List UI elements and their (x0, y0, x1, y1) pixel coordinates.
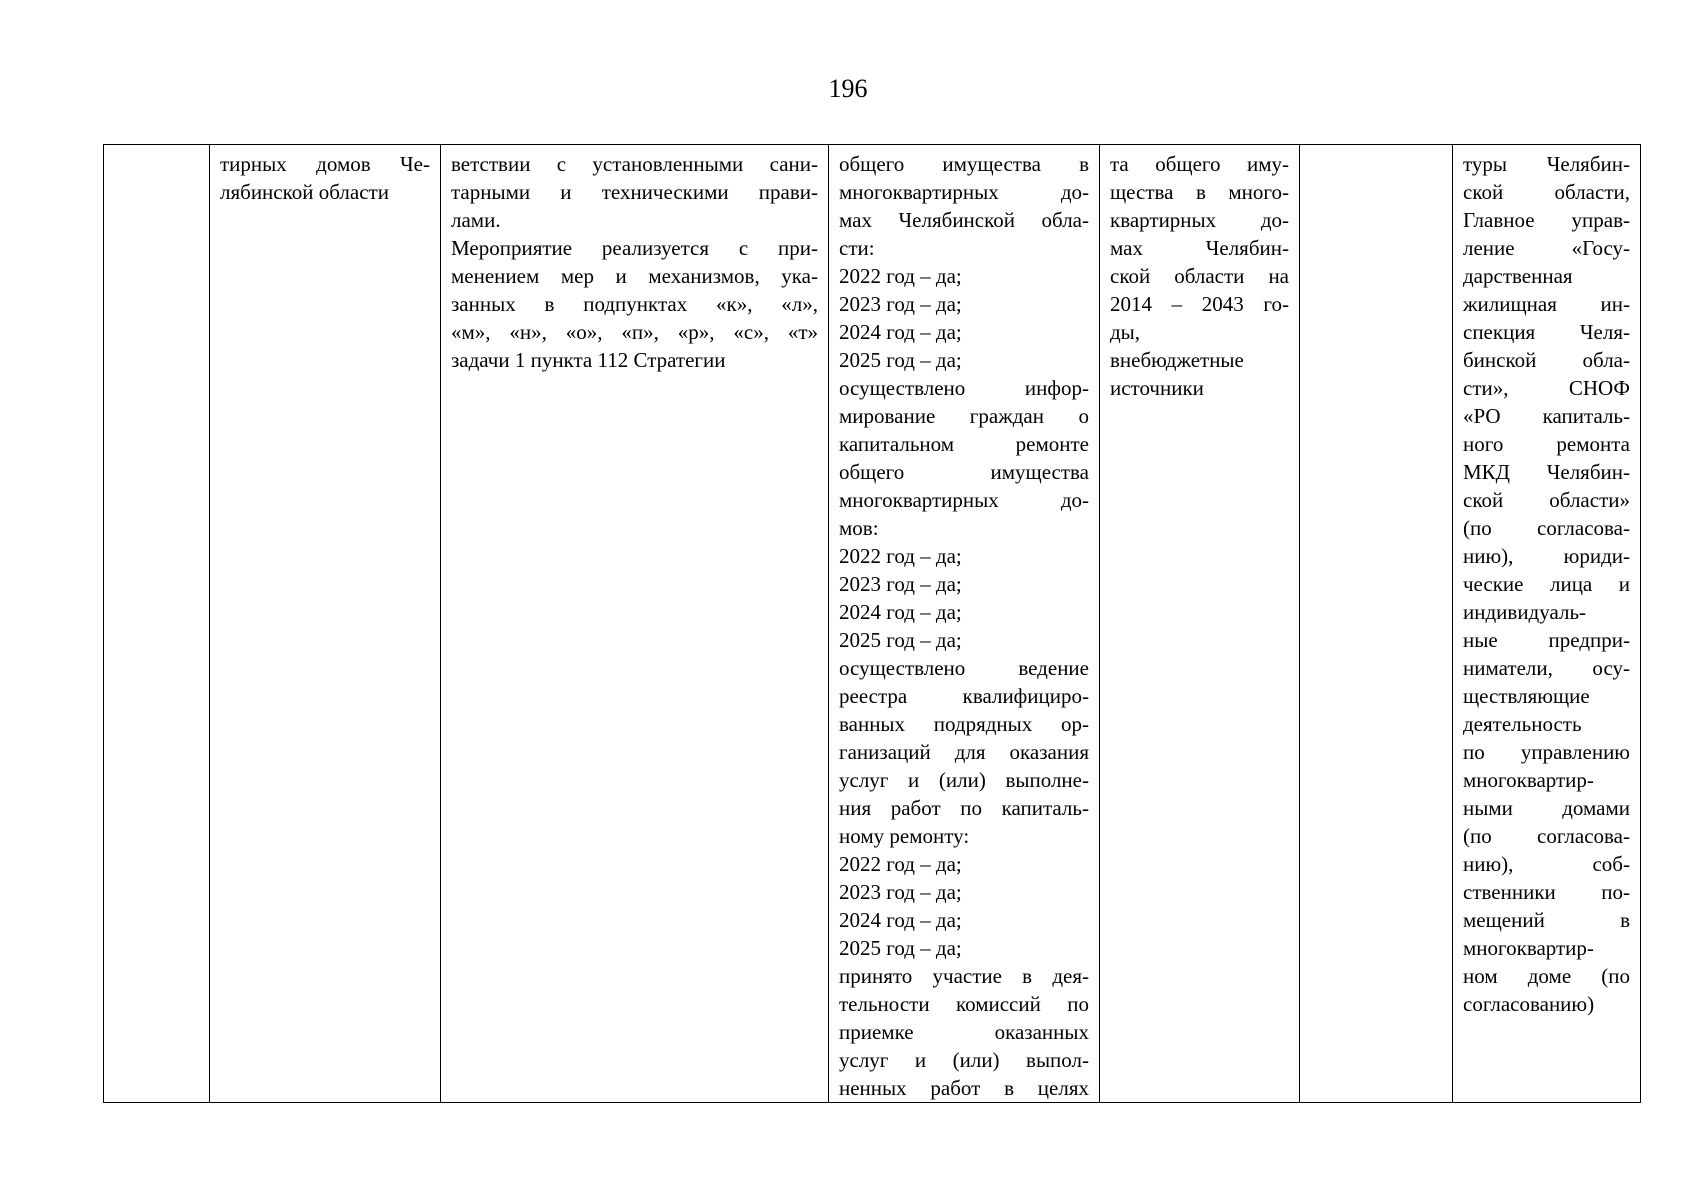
cell-col-2 (210, 145, 441, 1103)
cell-text-line: ществляющие (1463, 684, 1590, 708)
cell-text-line: ниматели, осу- (1463, 656, 1630, 680)
cell-text-line: 2022 год – да; (839, 852, 962, 876)
cell-text-line: приемке оказанных (839, 1020, 1089, 1044)
cell-text-line: ния работ по капиталь- (839, 796, 1089, 820)
cell-text-line: 2023 год – да; (839, 292, 962, 316)
cell-text-line: ской области на (1110, 264, 1289, 288)
cell-text-line: индивидуаль- (1463, 600, 1587, 624)
cell-text-line: 2023 год – да; (839, 572, 962, 596)
cell-text-line: 2023 год – да; (839, 880, 962, 904)
cell-text-line: деятельность (1463, 712, 1582, 736)
cell-text-line: услуг и (или) выпол- (839, 1048, 1089, 1072)
cell-text-line: 2022 год – да; (839, 544, 962, 568)
cell-text-line: ды, (1110, 320, 1141, 344)
cell-text-line: ном доме (по (1463, 964, 1630, 988)
cell-text-line: мещений в (1463, 908, 1630, 932)
cell-text-line: ными домами (1463, 796, 1630, 820)
cell-text-line: Мероприятие реализуется с при- (451, 236, 818, 260)
cell-text-line: (по согласова- (1463, 824, 1630, 848)
cell-text-line: менением мер и механизмов, ука- (451, 264, 818, 288)
cell-text-line: нию), юриди- (1463, 544, 1630, 568)
cell-text-line: задачи 1 пункта 112 Стратегии (451, 348, 726, 372)
cell-text-line: ные предпри- (1463, 628, 1630, 652)
cell-text-line: 2024 год – да; (839, 908, 962, 932)
cell-text-line: щества в много- (1110, 180, 1289, 204)
page-number: 196 (828, 74, 868, 103)
cell-col-5 (1100, 145, 1300, 1103)
cell-text-line: услуг и (или) выполне- (839, 768, 1089, 792)
cell-text-line: 2022 год – да; (839, 264, 962, 288)
cell-text-line: общего имущества (839, 460, 1089, 484)
cell-text-line: нию), соб- (1463, 852, 1630, 876)
cell-text-line: ному ремонту: (839, 824, 970, 848)
cell-text-line: осуществлено инфор- (839, 376, 1089, 400)
cell-text-line: 2025 год – да; (839, 936, 962, 960)
cell-text-line: согласованию) (1463, 992, 1595, 1016)
cell-text-line: туры Челябин- (1463, 152, 1630, 176)
cell-text-line: дарственная (1463, 264, 1573, 288)
cell-text-line: сти», СНОФ (1463, 376, 1630, 400)
cell-col-7 (1453, 145, 1641, 1103)
cell-text-line: бинской обла- (1463, 348, 1630, 372)
cell-text-line: ление «Госу- (1463, 236, 1630, 260)
cell-text-line: жилищная ин- (1463, 292, 1630, 316)
cell-text-line: многоквартир- (1463, 768, 1594, 792)
cell-text-line: 2025 год – да; (839, 628, 962, 652)
cell-text-line: реестра квалифициро- (839, 684, 1089, 708)
cell-text-line: «РО капиталь- (1463, 404, 1630, 428)
cell-text-line: мах Челябин- (1110, 236, 1289, 260)
cell-text-line: тарными и техническими прави- (451, 180, 818, 204)
cell-text-line: та общего иму- (1110, 152, 1289, 176)
cell-text-line: 2025 год – да; (839, 348, 962, 372)
cell-text-line: осуществлено ведение (839, 656, 1089, 680)
cell-text-line: ненных работ в целях (839, 1076, 1089, 1100)
cell-col-3 (441, 145, 829, 1103)
cell-col-6 (1300, 145, 1453, 1103)
cell-text-line: (по согласова- (1463, 516, 1630, 540)
cell-text-line: принято участие в дея- (839, 964, 1089, 988)
cell-text-line: многоквартирных до- (839, 488, 1089, 512)
cell-text-line: мах Челябинской обла- (839, 208, 1089, 232)
cell-text-line: 2014 – 2043 го- (1110, 292, 1289, 316)
cell-col-1 (104, 145, 210, 1103)
cell-text-line: общего имущества в (839, 152, 1089, 176)
cell-text-line: ванных подрядных ор- (839, 712, 1089, 736)
cell-text-line: лами. (451, 208, 501, 232)
cell-text-line: сти: (839, 236, 875, 260)
cell-text-line: мирование граждан о (839, 404, 1089, 428)
cell-col-4 (829, 145, 1100, 1103)
cell-text-line: многоквартир- (1463, 936, 1594, 960)
cell-text-line: квартирных до- (1110, 208, 1289, 232)
cell-text-line: мов: (839, 516, 879, 540)
table-row (104, 145, 1641, 1103)
cell-text-line: ческие лица и (1463, 572, 1630, 596)
cell-text-line: ственники по- (1463, 880, 1630, 904)
cell-text-line: источники (1110, 376, 1204, 400)
cell-text-line: капитальном ремонте (839, 432, 1089, 456)
cell-text-line: МКД Челябин- (1463, 460, 1630, 484)
cell-text-line: лябинской области (220, 180, 389, 204)
cell-text-line: ного ремонта (1463, 432, 1630, 456)
cell-text-line: «м», «н», «о», «п», «р», «с», «т» (451, 320, 818, 344)
cell-text-line: Главное управ- (1463, 208, 1630, 232)
cell-text-line: ветствии с установленными сани- (451, 152, 818, 176)
cell-text-line: многоквартирных до- (839, 180, 1089, 204)
cell-text-line: внебюджетные (1110, 348, 1244, 372)
cell-text-line: ской области, (1463, 180, 1630, 204)
cell-text-line: по управлению (1463, 740, 1630, 764)
cell-text-line: тирных домов Че- (220, 152, 430, 176)
cell-text-line: тельности комиссий по (839, 992, 1089, 1016)
cell-text-line: 2024 год – да; (839, 320, 962, 344)
cell-text-line: ганизаций для оказания (839, 740, 1089, 764)
cell-text-line: ской области» (1463, 488, 1630, 512)
cell-text-line: спекция Челя- (1463, 320, 1630, 344)
cell-text-line: занных в подпунктах «к», «л», (451, 292, 818, 316)
cell-text-line: 2024 год – да; (839, 600, 962, 624)
document-table (103, 144, 1641, 1103)
